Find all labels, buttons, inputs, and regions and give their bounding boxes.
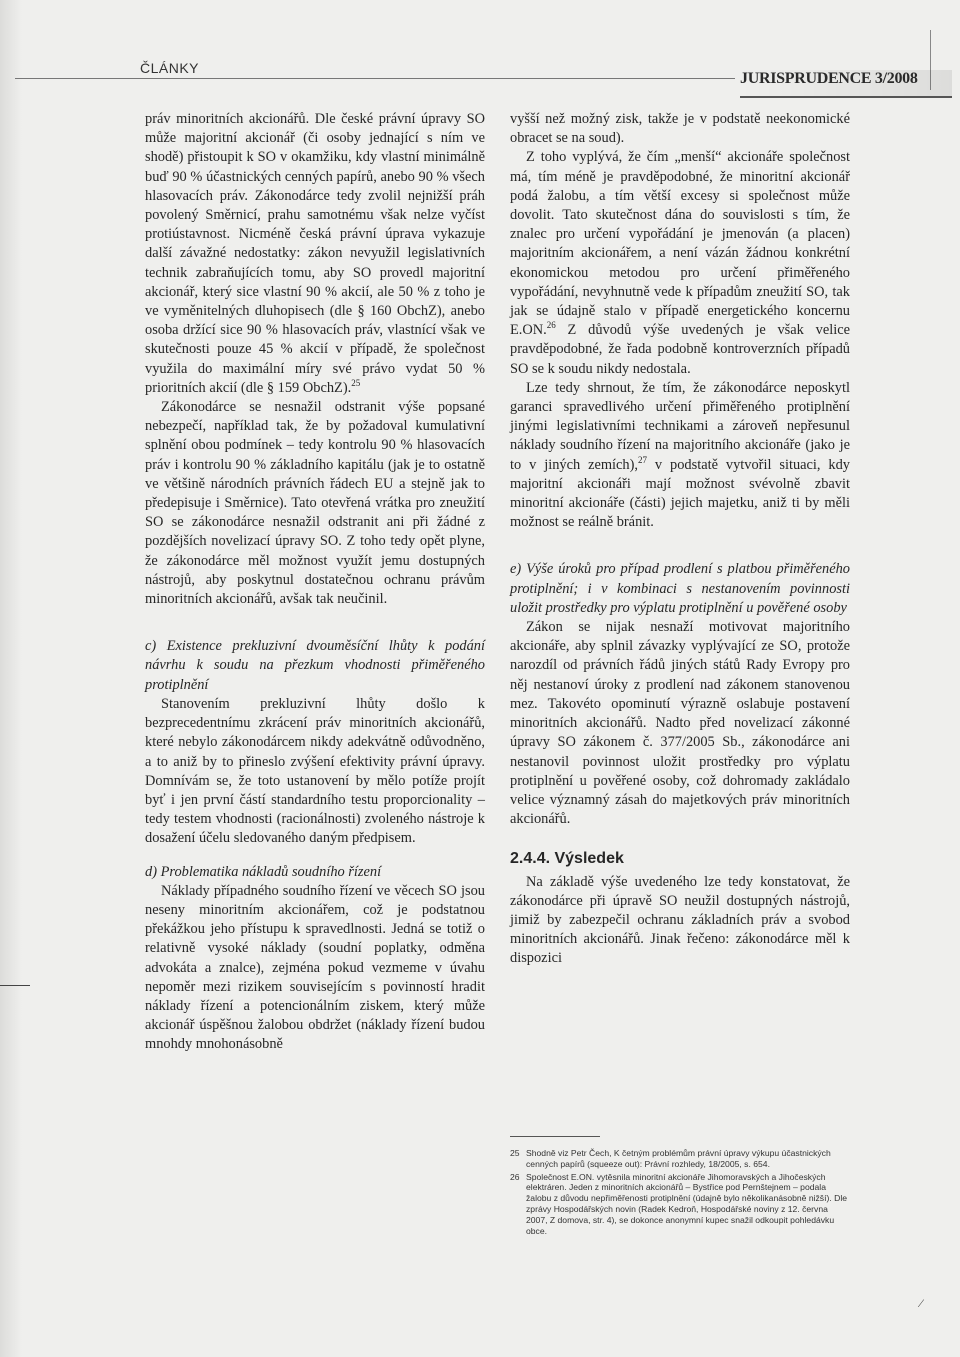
paragraph: Lze tedy shrnout, že tím, že zákonodárce neposkytl garanci spravedlivého určení přiměřeného protiplnění jinými legislativními technikami a zároveň nepřesunul náklady soudního řízení na majoritního akcionáře (jako je to v jiných zemích),$^{27}$ v podstatě vytvořil situaci, kdy majoritní akcionáři mají možnost svévolně zbavit minoritní akcionáře (části) jejich majetku, aniž ti by měli možnost se reálně bránit. xyxy=(510,379,850,531)
paragraph: Zákon se nijak nesnaží motivovat majoritního akcionáře, aby splnil závazky vyplývající ze SO, protože narozdíl od právních řádů jiných států Rady Evropy pro něj nestanoví úroky z prodlení nad zákonem stanovenou mez. Takovéto opominutí výrazně oslabuje postavení minoritních akcionářů. Nadto před novelizací zákonné úpravy SO zákonem č. 377/2005 Sb., zákonodárce ani nestanovil povinnost uložit prostředky pro výplatu protiplnění u pověřené osoby, což dohromady zakládalo velice významný zásah do majetkových práv minoritních akcionářů. xyxy=(510,619,850,828)
subsection-title-d: d) Problematika nákladů soudního řízení xyxy=(145,863,382,880)
margin-mark xyxy=(0,985,30,986)
footnote-ref[interactable]: 27 xyxy=(638,454,648,465)
header-rule xyxy=(15,78,735,79)
footnote-text: Společnost E.ON. vytěsnila minoritní akcionáře Jihomoravských a Jihočeských elektráren. Jeden z minoritních akcionářů – Bystřice pod Pernštejnem – podala žalobu z důvodu nepřiměřenosti protiplnění (údajně bylo několikanásobně nižší). Dle zprávy Hospodářských novin (Radek Kedroň, Hospodářské noviny z 12. června 2007, Z domova, str. 4), se dokonce anonymní kupec snažil odkoupit pohledávku obce. xyxy=(526,1171,848,1236)
paragraph: Na základě výše uvedeného lze tedy konstatovat, že zákonodárce při úpravě SO neužil dostupných nástrojů, jimiž by zabezpečil ochranu základních práv a svobod minoritních akcionářů. Jinak řečeno: zákonodárce měl k dispozici xyxy=(510,873,850,967)
page-mark: ⁄ xyxy=(920,1296,923,1310)
section-heading: 2.4.4. Výsledek xyxy=(510,850,624,868)
footnote-number: 25 xyxy=(510,1148,520,1158)
footnote xyxy=(510,1172,850,1237)
left-column xyxy=(145,110,485,1055)
footnote-text: Shodně viz Petr Čech, K četným problémům právní úpravy výkupu účastnických cenných papírů (squeeze out): Právní rozhledy, 18/2005, s. 654. xyxy=(526,1148,831,1169)
paragraph: Náklady případného soudního řízení ve věcech SO jsou neseny minoritním akcionářem, což je podstatnou překážkou jeho přístupu k spravedlnosti. Jedná se totiž o relativně vysoké náklady (soudní poplatky, odměna advokáta a znalce), zejména pokud vezmeme v úvahu nepoměr mezi rizikem souvisejícím s povinností hradit náklady řízení a potencionálním ziskem, který může akcionář úspěšnou žalobou obdržet (náklady řízení budou mnohdy mnohonásobně xyxy=(145,882,485,1053)
paragraph: Z toho vyplývá, že čím „menší“ akcionáře společnost má, tím méně je pravděpodobné, že minoritní akcionář podá žalobu, a tím větší excesy si společnost může dovolit. Tato skutečnost dána do souvislosti s tím, že znalec pro určení vypořádání je jmenován (a placen) majoritním akcionářem, a není vázán žádnou konkrétní ekonomickou metodou pro určení přiměřeného vypořádání, nevyhnutně vede k případům zneužití SO, tak jak se údajně stalo v případě energetického koncernu E.ON.$^{26}$ Z důvodů výše uvedených je však velice pravděpodobné, že řada podobně kontroverzních případů SO se k soudu nikdy nedostala. xyxy=(510,149,850,377)
paragraph: Zákonodárce se nesnažil odstranit výše popsané nebezpečí, například tak, že by požadoval kumulativní splnění obou podmínek – tedy kontrolu 90 % hlasovacích práv i kontrolu 90 % základního kapitálu (jak je to ostatně ve většině národních právních řádech EU a stejně jak to předepisuje i Směrnice). Tato otevřená vrátka pro zneužití SO se zákonodárce nesnažil odstranit ani při žádné z pozdějších novelizací úpravy SO. Z toho tedy opět plyne, že zákonodárce měl možnost využít jemu dostupných nástrojů, aby poskytnul dostatečnou ochranu právům minoritních akcionářů, avšak tak neučinil. xyxy=(145,399,485,608)
footnotes xyxy=(510,1148,850,1238)
page-edge-shadow xyxy=(0,0,22,1357)
footnote-rule xyxy=(510,1136,600,1137)
paragraph: práv minoritních akcionářů. Dle české právní úpravy SO může majoritní akcionář (či osoby jednající s ním ve shodě) přistoupit k SO v okamžiku, kdy vlastní minimálně buď 90 % účastnických cenných papírů, anebo 90 % všech hlasovacích práv. Zákonodárce tedy zvolil nejnižší práh povolený Směrnicí, prahu samotnému však nelze vyčíst protiústavnost. Nicméně česká právní úprava vykazuje další závažné nedostatky: zákon nevyužil legislativních technik zabraňujících tomu, aby SO provedl majoritní akcionář, který sice vlastní 90 % akcií, ale 50 % z toho je ve vyměnitelných dluhopisech (dle § 160 ObchZ), anebo osoba držící sice 90 % hlasovacích práv, vlastnící však ve skutečnosti pouze 45 % akcií v případě, že společnost využila do maximální míry své právo vydat 50 % prioritních akcií (dle § 159 ObchZ).$^{25}$ xyxy=(145,111,485,396)
footnote xyxy=(510,1148,850,1170)
subsection-title-c: c) Existence prekluzivní dvouměsíční lhůty k podání návrhu k soudu na přezkum vhodnosti přiměřeného protiplnění xyxy=(145,638,485,693)
section-label: ČLÁNKY xyxy=(140,60,200,76)
paragraph: Stanovením prekluzivní lhůty došlo k bezprecedentnímu zkrácení práv minoritních akcionářů, které nebylo zákonodárcem nikdy adekvátně odůvodněno, a to aniž by to přineslo zvýšení efektivity právní úpravy. Domnívám se, že toto ustanovení by mělo potíže projít byť i jen první částí standardního testu proporcionality – tedy testem vhodnosti (racionálnosti) zvoleného nástroje k dosažení účelu sledovaného daným předpisem. xyxy=(145,695,485,847)
footnote-ref[interactable]: 26 xyxy=(546,320,556,331)
journal-label: JURISPRUDENCE 3/2008 xyxy=(740,70,952,98)
footnote-ref[interactable]: 25 xyxy=(351,378,361,389)
footnote-number: 26 xyxy=(510,1171,520,1182)
right-column xyxy=(510,110,850,969)
paragraph: vyšší než možný zisk, takže je v podstatě neekonomické obracet se na soud). xyxy=(510,111,850,147)
subsection-title-e: e) Výše úroků pro případ prodlení s platbou přiměřeného protiplnění; i v kombinaci s nestanovením povinnosti uložit prostředky pro výplatu protiplnění u pověřené osoby xyxy=(510,561,850,616)
